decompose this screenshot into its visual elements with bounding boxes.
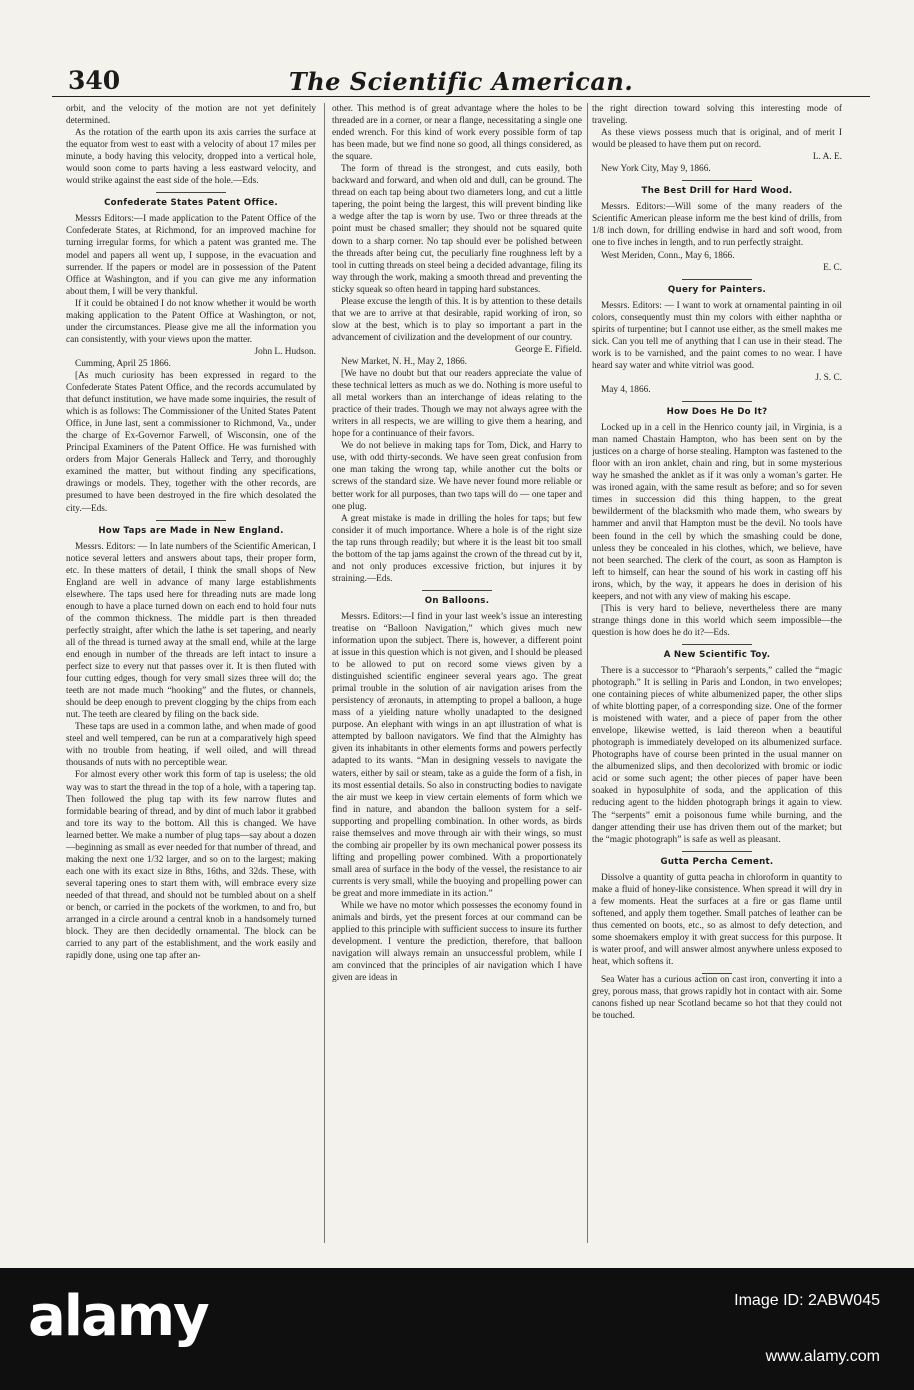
paragraph: While we have no motor which possesses the economy found in animals and birds, yet the present forces at our command can be applied to this principle with sufficient success to insure its further development. I venture the prediction, therefore, that balloon navigation will always remain an unsuccessful problem, while I am convinced that the principles of air navigation which I have given are ideas in [332,901,582,984]
page-header [52,66,870,97]
image-id-label: Image ID: 2ABW045 [734,1292,880,1309]
masthead-title: The Scientific American. [288,67,634,96]
paragraph: Please excuse the length of this. It is by attention to these details that we are to arrive at that desirable, rapid working of iron, so slow at the best, which is to play so important a part in the advancement of civilization and the development of our country. [332,296,582,343]
section-divider [422,590,492,591]
article-heading: Gutta Percha Cement. [660,856,774,867]
section-divider [682,644,752,645]
paragraph: These taps are used in a common lathe, and when made of good steel and well tempered, can be run at a comparatively high speed with no trouble from heating, if well oiled, and will thread thousands of nuts with no perceptible wear. [66,722,316,769]
article-heading: On Balloons. [424,595,490,606]
column-rule [587,103,588,1243]
article-heading: How Does He Do It? [666,407,768,418]
paragraph: orbit, and the velocity of the motion are not yet definitely determined. [66,104,316,127]
dateline: Cumming, April 25 1866. [75,358,171,369]
paragraph: Messrs Editors:—I made application to the Patent Office of the Confederate States, at Richmond, for an improved machine for turning irregular forms, for which a patent was granted me. The model and papers all went up, I suppose, in the evacuation and surrender. If the papers or model are in possession of the Patent Office at Washington, and if you can give me any information about them, I will be very thankful. [66,214,316,297]
site-url: www.alamy.com [765,1348,880,1365]
paragraph: Sea Water has a curious action on cast iron, converting it into a grey, porous mass, that grows rapidly hot in contact with air. Some canons fished up near Scotland became so hot that they could not be touched. [592,975,842,1022]
signature: John L. Hudson. [254,346,316,357]
paragraph: Messrs. Editors: — In late numbers of the Scientific American, I notice several letters and answers about taps, their proper form, etc. In these matters of detail, I think the small shops of New England are well in advance of many large establishments elsewhere. The taps used here for threading nuts are made long enough to have a place turned down on each end to hold four nuts of the common thickness. The middle part is then threaded perfectly straight, after which the lathe is set tapering, and nearly all of the thread is turned away at the small end, while at the large end enough in number of the threads are left intact to insure a perfect size to every nut that passes over it. It is then fluted with four cutting edges, though for very small sizes three will do; the teeth are not made much “hooking” and the flutes, or channels, should be deep enough to prevent clogging by the chips from each nut. The teeth are cleared by filing on the back side. [66,541,316,721]
paragraph: other. This method is of great advantage where the holes to be threaded are in a corner, or near a flange, necessitating a single one ended wrench. For this kind of work every possible form of tap has been made, but we find none so good, all things considered, as the square. [332,104,582,163]
signature: J. S. C. [815,372,842,383]
article-heading: The Best Drill for Hard Wood. [641,186,793,197]
article-heading: Confederate States Patent Office. [104,198,278,209]
paragraph: the right direction toward solving this interesting mode of traveling. [592,104,842,127]
section-divider [682,401,752,402]
paragraph: The form of thread is the strongest, and cuts easily, both backward and forward, and when old and dull, can be ground. The thread on each tap being about two diameters long, and cut a little tapering, the point being the largest, this will prevent binding like a wedge after the tap is worn by use. Two or three threads at the point must be chased smaller; they should not be squared quite down to a sharp corner. No tap should ever be polished between the threads after being cut, the peculiarly fine roughness left by a tool in cutting threads on steel being a decided advantage, filing its way through the work, making a smooth thread and preventing the sticky squeak so often heard in tapping hard substances. [332,164,582,295]
section-divider [682,279,752,280]
paragraph: A great mistake is made in drilling the holes for taps; but few consider it of much importance. Where a hole is of the right size the tap runs through readily; but where it is the least bit too small the bottom of the tap jams against the crown of the thread cut by it, and not only produces excessive friction, but injures it by straining.—Eds. [332,513,582,584]
section-divider [682,851,752,852]
signature: L. A. E. [812,152,842,163]
section-divider [682,180,752,181]
paragraph: [This is very hard to believe, nevertheless there are many strange things done in this world which seem impossible—the question is how does he do it?—Eds. [592,603,842,638]
dateline: May 4, 1866. [601,384,651,395]
column-rule [324,103,325,1243]
signature: E. C. [823,262,842,273]
section-divider [156,192,226,193]
paragraph: As the rotation of the earth upon its axis carries the surface at the equator from west to east with a velocity of about 17 miles per minute, a body having this velocity, dropped into a vertical hole, would soon come to parts having a less eastward velocity, and would strike against the east side of the hole.—Eds. [66,128,316,187]
paragraph: [We have no doubt but that our readers appreciate the value of these technical letters as much as we do. Nothing is more useful to all metal workers than an interchange of ideas relating to the practice of their trades. Though we may not always agree with the writers in all respects, we are willing to give them a hearing, and hope for a continuance of their favors. [332,369,582,440]
dateline: West Meriden, Conn., May 6, 1866. [601,250,735,261]
column-1 [66,103,316,1248]
article-heading: Query for Painters. [667,284,767,295]
column-2 [332,103,582,1248]
column-3 [592,103,842,1248]
paragraph: Messrs. Editors:—Will some of the many readers of the Scientific American please inform me the best kind of drills, from 1/8 inch down, for drilling endwise in hard and soft wood, from one to five inches in length, and to run perfectly straight. [592,202,842,249]
paragraph: If it could be obtained I do not know whether it would be worth making application to the Patent Office at Washington, or not, under the circumstances. Please give me all the information you can consistently, with your views upon the matter. [66,298,316,345]
paragraph: Dissolve a quantity of gutta peacha in chloroform in quantity to make a fluid of honey-like consistence. When spread it will dry in a few moments. Heat the surfaces at a fire or gas flame until softened, and apply them together. Small patches of leather can be thus cemented on boots, etc., so as almost to defy detection, and some shoemakers employ it with great success for this purpose. It is water proof, and will answer almost anywhere unless exposed to heat, which softens it. [592,872,842,968]
paragraph: Messrs. Editors: — I want to work at ornamental painting in oil colors, consequently must thin my colors with either naphtha or spirits of turpentine; but I cannot use either, as the smell makes me sick. Can you tell me of anything that I can use in their stead. The work is to be varnished, and the paint comes to no wear. I have heard say water and white vitriol was good. [592,300,842,371]
paragraph: There is a successor to “Pharaoh’s serpents,” called the “magic photograph.” It is selling in Paris and London, in two envelopes; one containing pieces of white albumenized paper, the other slips of white blotting paper, of a corresponding size. One of the former is moistened with water, and a piece of paper from the other envelope, likewise wetted, is laid thereon when a beautiful photograph is immediately developed on its albumenized surface. Photographs have of course been printed in the usual manner on the albumenized slips, and then decolorized with bromic or iodic acid or some such agent; the other pieces of paper have been soaked in hyposulphite of soda, and the application of this reducing agent to the hidden photograph brings it again to view. The “serpents” emit a poisonous fume while burning, and the danger attending their use has driven them out of the market; but the “magic photograph” is safe as well as pleasant. [592,665,842,845]
alamy-logo: alamy [28,1284,208,1349]
paragraph: For almost every other work this form of tap is useless; the old way was to start the thread in the top of a hole, with a tapering tap. Then followed the plug tap with its few narrow flutes and formidable bearing of thread, and by dint of much labor it grabbed and tore its way to the bottom. All this is changed. We have learned better. We make a number of plug taps—say about a dozen—beginning as small as ever needed for that number of thread, and making the next one 1/32 larger, and so on to the largest; making each one with its exact size in 8ths, 16ths, and 32ds. These, with several tapering ones to start them with, will embrace every size needed of that thread, and should not be tumbled about on a shelf or bench, or carried in the pockets of the workmen, to and fro, but arranged in a circle around a central knob in a handsomely turned block. They are then decidedly ornamental. The block can be carried to any part of the establishment, and the work easily and rapidly done, using one tap after an- [66,770,316,962]
dateline: New Market, N. H., May 2, 1866. [341,356,468,367]
paragraph: [As much curiosity has been expressed in regard to the Confederate States Patent Office, and the records accumulated by that defunct institution, we have made some inquiries, the result of which is as follows: The Commissioner of the United States Patent Office, in June last, sent a commissioner to Richmond, Va., under the charge of Ex-Governor Farwell, of Wisconsin, one of the Principal Examiners of the Patent Office. He was furnished with orders from Major Generals Halleck and Terry, and thoroughly examined the matter, but without finding any specifications, drawings or models. They, together with the other records, are presumed to have been destroyed in the fire which desolated the city.—Eds. [66,370,316,514]
page-number: 340 [68,66,121,95]
paragraph: We do not believe in making taps for Tom, Dick, and Harry to use, with odd thirty-seconds. We have seen great confusion from one man taking the wrong tap, while another cut the bolts or screws of the standard size. We have never found more reliable or better work for all purposes, than two taps will do — one taper and one plug. [332,441,582,512]
paragraph: Locked up in a cell in the Henrico county jail, in Virginia, is a man named Chastain Hampton, who has been sent on by the justices on a charge of horse stealing. Hampton was fastened to the floor with an iron anklet, chain and ring, but in some mysterious way he smashed the anklet as if it was only a woman’s garter. He was ironed again, with the same result as before; and so for seven times in succession did this thing happen, to the great bewilderment of the blacksmith who made them, who swears by hammer and anvil that Hampton must be the devil. No tools have been found in the cell by which the smashing could be done, unless they be concealed in his clothes, which, we believe, have not been searched. The clerk of the court, as soon as Hampton is left to himself, can hear the sound of his work in casting off his irons, which, by the way, it appears he does in derision of his keepers, and not with any view of making his escape. [592,423,842,602]
stock-photo-banner [0,1268,914,1390]
section-divider [156,520,226,521]
signature: George E. Fifield. [515,344,582,355]
article-heading: How Taps are Made in New England. [98,525,284,536]
paragraph: Messrs. Editors:—I find in your last week’s issue an interesting treatise on “Balloon Navigation,” which gives much new information upon the subject. There is, however, a different point at issue in this question which is not given, and I should be pleased to be allowed to put on record some views given by a distinguished scientific engineer several years ago. The great primal trouble in the solution of air navigation arises from the persistency of æronauts, in attempting to propel a balloon, a huge mass of a yielding nature wholly unadapted to the designed purpose. An elephant with wings in an apt illustration of what is attempted by balloon navigators. We find that the Almighty has given its inhabitants in other elements forms and powers perfectly adapted to its wants. “Man in designing vessels to navigate the waters, either by sail or steam, take as a guide the form of a fish, in its most essential details. So also in constructing bodies to navigate the air must we keep in view certain elements of form which we find in nature, and abandon the balloon system for a self-supporting and propelling combination. In other words, as birds raise themselves and move through air with their wings, so must the combing air propeller by its own mechanical power possess its lifting and propelling power combined. With a proportionately small area of surface in the body of the vessel, the resistance to air currents is very small, while the buoying and propelling power can be great and more immediate in its action.” [332,611,582,899]
article-heading: A New Scientific Toy. [663,649,771,660]
paragraph: As these views possess much that is original, and of merit I would be pleased to have them put on record. [592,128,842,151]
dateline: New York City, May 9, 1866. [601,164,711,175]
